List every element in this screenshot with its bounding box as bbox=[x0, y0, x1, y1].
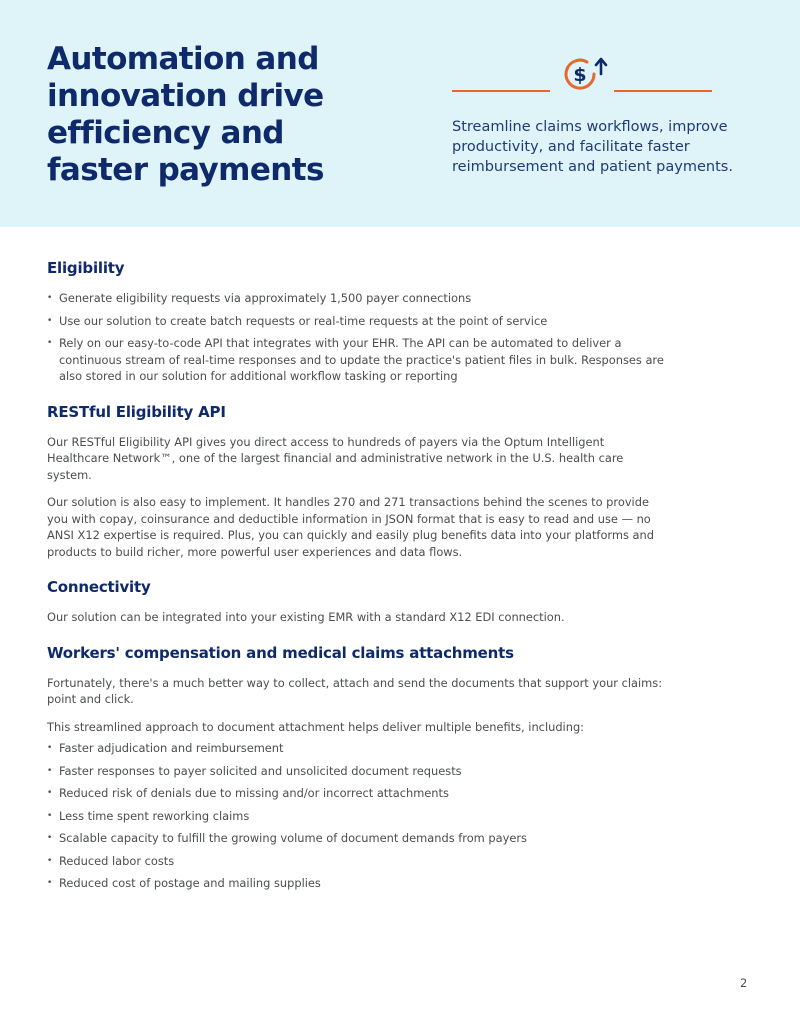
list-item: • Reduced risk of denials due to missing and/or incorrect attachments bbox=[47, 785, 667, 802]
paragraph: This streamlined approach to document attachment helps deliver multiple benefits, including: bbox=[47, 719, 585, 734]
heading-workers-compensation: Workers' compensation and medical claims attachments bbox=[47, 643, 514, 662]
list-item: • Reduced labor costs bbox=[47, 853, 667, 870]
hero-banner bbox=[0, 0, 800, 227]
main-content bbox=[47, 258, 667, 892]
list-item: • Scalable capacity to fulfill the growing volume of document demands from payers bbox=[47, 830, 667, 847]
paragraph: Our solution is also easy to implement. It handles 270 and 271 transactions behind the scenes to provide you with copay, coinsurance and deductible information in JSON format that is easy to read and use — no ANSI X12 expertise is required. Plus, you can quickly and easily plug benefits data into your platforms and products to build richer, more powerful user experiences and data flows. bbox=[47, 495, 654, 559]
list-item: • Faster responses to payer solicited and unsolicited document requests bbox=[47, 763, 667, 780]
list-item: • Use our solution to create batch requests or real-time requests at the point of service bbox=[47, 313, 667, 330]
paragraph: Fortunately, there's a much better way to collect, attach and send the documents that support your claims: point and click. bbox=[47, 675, 663, 706]
divider-right bbox=[614, 90, 712, 92]
paragraph: Our RESTful Eligibility API gives you direct access to hundreds of payers via the Optum Intelligent Healthcare Network™, one of the largest financial and administrative network in the U.S. health care system. bbox=[47, 434, 624, 482]
heading-eligibility: Eligibility bbox=[47, 259, 125, 277]
heading-connectivity: Connectivity bbox=[47, 578, 151, 596]
dollar-symbol: $ bbox=[573, 64, 587, 86]
heading-restful-api: RESTful Eligibility API bbox=[47, 402, 226, 421]
list-item: • Generate eligibility requests via approximately 1,500 payer connections bbox=[47, 290, 667, 307]
eligibility-list bbox=[47, 290, 667, 385]
page-number: 2 bbox=[740, 976, 748, 990]
list-item: • Reduced cost of postage and mailing supplies bbox=[47, 875, 667, 892]
benefits-list bbox=[47, 740, 667, 892]
list-item: • Faster adjudication and reimbursement bbox=[47, 740, 667, 757]
paragraph: Our solution can be integrated into your existing EMR with a standard X12 EDI connection. bbox=[47, 610, 565, 624]
list-item: • Rely on our easy-to-code API that integrates with your EHR. The API can be automated to deliver a continuous stream of real-time responses and to update the practice's patient files in bulk. Responses are also stored in our solution for additional workflow tasking or reporting bbox=[47, 335, 667, 385]
page-title: Automation and innovation drive efficiency and faster payments bbox=[47, 41, 324, 188]
hero-description: Streamline claims workflows, improve productivity, and facilitate faster reimbursement and patient payments. bbox=[452, 119, 733, 175]
divider-left bbox=[452, 90, 550, 92]
list-item: • Less time spent reworking claims bbox=[47, 808, 667, 825]
dollar-arrow-up-icon bbox=[558, 52, 608, 100]
